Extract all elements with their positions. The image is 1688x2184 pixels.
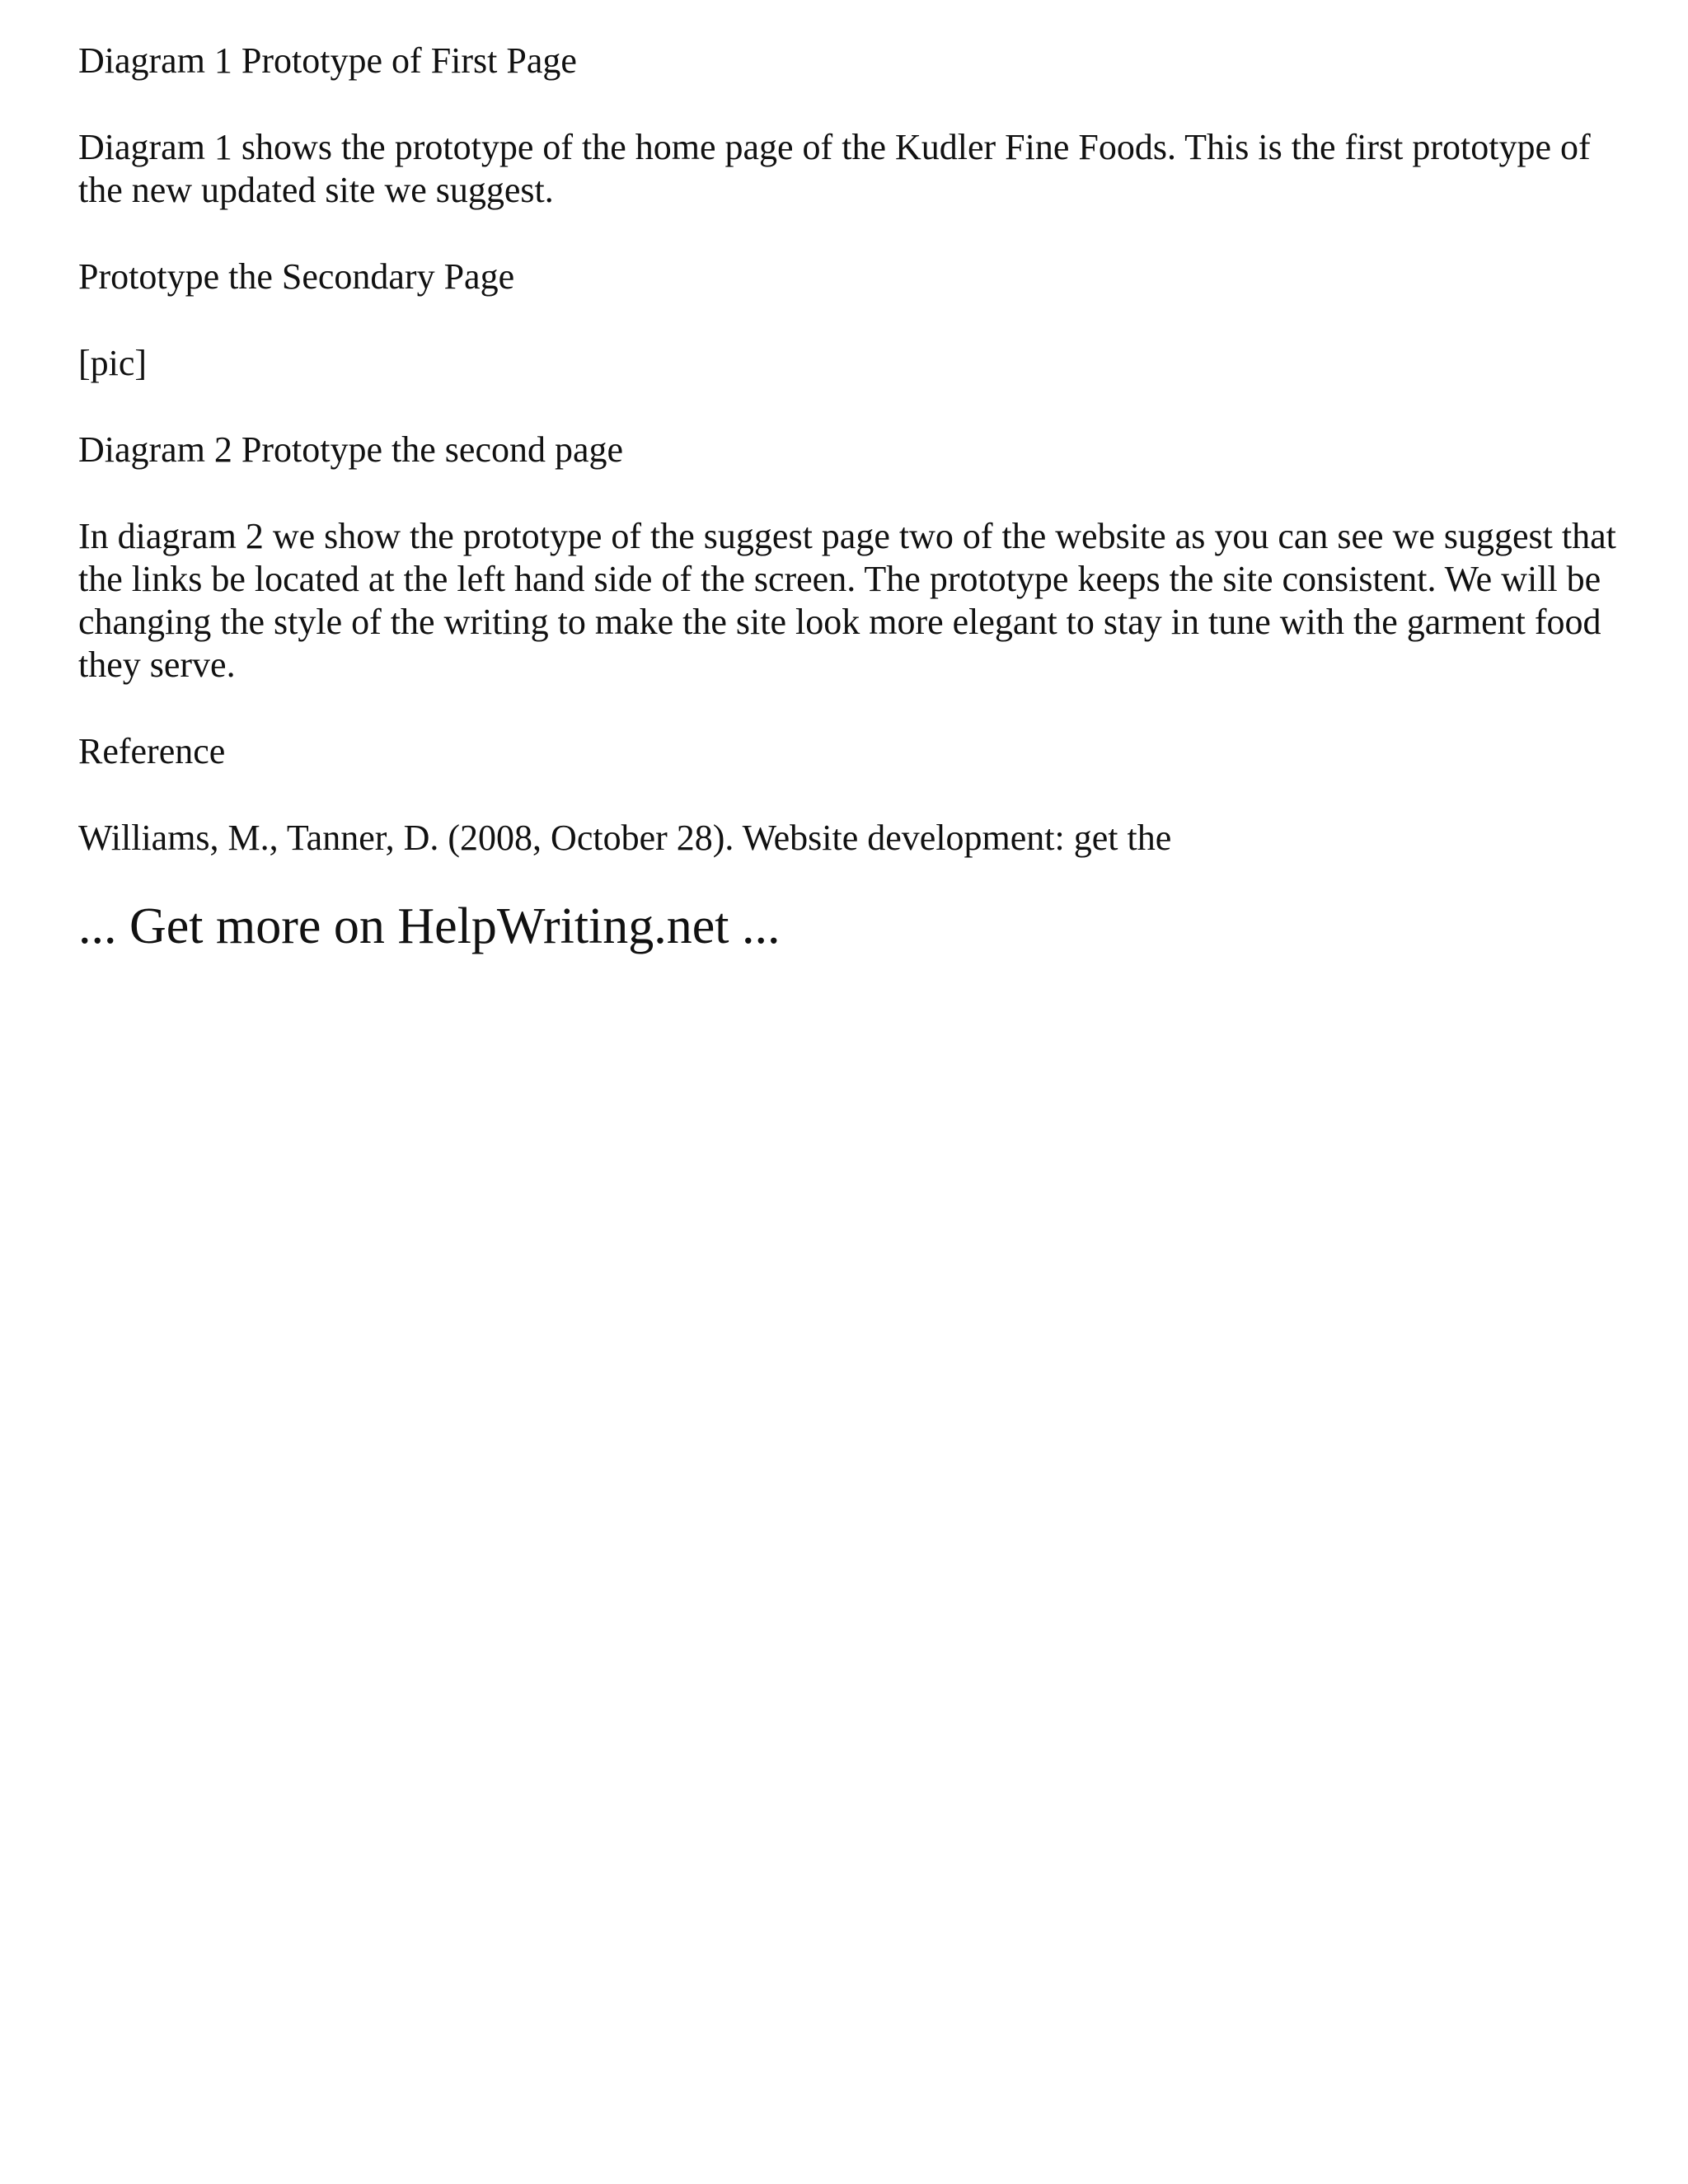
- get-more-link[interactable]: ... Get more on HelpWriting.net ...: [78, 898, 781, 954]
- document-page: [78, 40, 1628, 1000]
- pic-placeholder: [pic]: [78, 343, 148, 383]
- diagram-1-description: Diagram 1 shows the prototype of the home page of the Kudler Fine Foods. This is the first prototype of the new updated site we suggest.: [78, 127, 1600, 210]
- diagram-1-caption: Diagram 1 Prototype of First Page: [78, 40, 577, 81]
- reference-heading: Reference: [78, 731, 226, 771]
- secondary-page-heading: Prototype the Secondary Page: [78, 256, 515, 297]
- diagram-2-caption: Diagram 2 Prototype the second page: [78, 429, 624, 470]
- diagram-2-description: In diagram 2 we show the prototype of the suggest page two of the website as you can see we suggest that the links be located at the left hand side of the screen. The prototype keeps the site consistent. We will be changing the style of the writing to make the site look more elegant to stay in tune with the garment food they serve.: [78, 516, 1625, 685]
- reference-entry: Williams, M., Tanner, D. (2008, October 28). Website development: get the: [78, 818, 1172, 858]
